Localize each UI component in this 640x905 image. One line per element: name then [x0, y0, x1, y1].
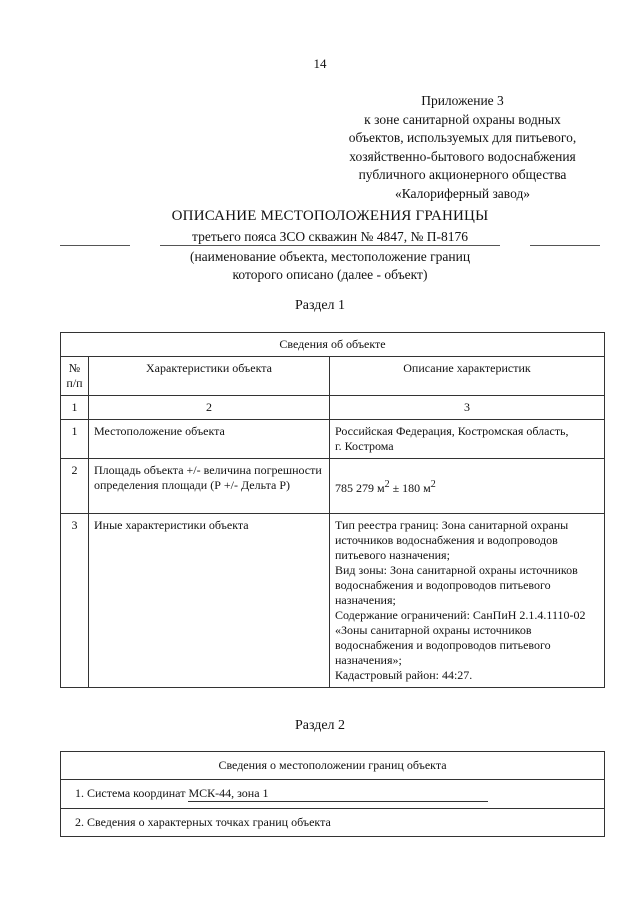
row-characteristic: Площадь объекта +/- величина погрешности определения площади (Р +/- Дельта Р) [89, 459, 330, 514]
coordinate-system-value: МСК-44, зона 1 [188, 786, 488, 802]
area-value: 785 279 м [335, 480, 385, 495]
header-description: Описание характеристик [330, 357, 605, 396]
desc-line: Тип реестра границ: Зона санитарной охраны источников водоснабжения и водопроводов питьевого назначения; [335, 518, 569, 562]
table-row [61, 459, 605, 514]
desc-line: Российская Федерация, Костромская область, [335, 424, 569, 438]
col-number: 2 [89, 396, 330, 420]
appendix-line: объектов, используемых для питьевого, [348, 130, 577, 145]
area-unit-sup: 2 [384, 478, 390, 490]
area-error: ± 180 м [389, 480, 431, 495]
fill-line [60, 245, 130, 246]
table-title: Сведения об объекте [61, 333, 605, 357]
row-characteristic: Местоположение объекта [89, 420, 330, 459]
object-name [60, 229, 600, 245]
table-row [61, 420, 605, 459]
row-num: 2 [61, 459, 89, 514]
document-title: ОПИСАНИЕ МЕСТОПОЛОЖЕНИЯ ГРАНИЦЫ [171, 208, 489, 224]
object-info-table [60, 332, 605, 688]
desc-line: г. Кострома [335, 439, 394, 453]
appendix-line: хозяйственно-бытового водоснабжения [349, 148, 576, 164]
row-description [330, 420, 605, 459]
coordinate-system-row [61, 780, 605, 809]
row-description [330, 514, 605, 688]
fill-line [530, 245, 600, 246]
appendix-line: публичного акционерного общества [358, 167, 567, 182]
col-number: 3 [330, 396, 605, 420]
header-num: № п/п [61, 357, 89, 396]
caption-line: (наименование объекта, местоположение границ [189, 249, 471, 264]
coordinate-system-label: 1. Система координат [75, 786, 189, 800]
desc-line: Вид зоны: Зона санитарной охраны источников водоснабжения и водопроводов питьевого назначения; [335, 563, 578, 607]
section-2-heading: Раздел 2 [294, 718, 346, 733]
row-num: 1 [61, 420, 89, 459]
desc-line: Кадастровый район: 44:27. [335, 668, 473, 682]
col-number: 1 [61, 396, 89, 420]
table-row [61, 780, 605, 809]
header-characteristic: Характеристики объекта [89, 357, 330, 396]
object-name-text: третьего пояса ЗСО скважин № 4847, № П-8176 [192, 229, 468, 244]
appendix-line: Приложение 3 [421, 93, 504, 108]
table-row [61, 809, 605, 837]
object-name-caption [60, 248, 600, 284]
row-num: 3 [61, 514, 89, 688]
area-error-sup: 2 [430, 478, 436, 490]
fill-line [160, 245, 500, 246]
appendix-line: «Калориферный завод» [394, 185, 531, 201]
desc-line: Содержание ограничений: СанПиН 2.1.4.1110-02 «Зоны санитарной охраны источников водоснабжения и водопроводов питьевого назначения»; [335, 608, 586, 667]
row-description [330, 459, 605, 514]
boundary-info-table [60, 751, 605, 837]
boundary-points-row: 2. Сведения о характерных точках границ объекта [61, 809, 605, 837]
page-number: 14 [313, 56, 327, 71]
row-characteristic: Иные характеристики объекта [89, 514, 330, 688]
caption-line: которого описано (далее - объект) [232, 267, 428, 282]
appendix-header [330, 92, 595, 203]
table-row [61, 514, 605, 688]
appendix-line: к зоне санитарной охраны водных [364, 111, 561, 127]
table-title: Сведения о местоположении границ объекта [61, 752, 605, 780]
section-1-heading: Раздел 1 [294, 298, 346, 313]
